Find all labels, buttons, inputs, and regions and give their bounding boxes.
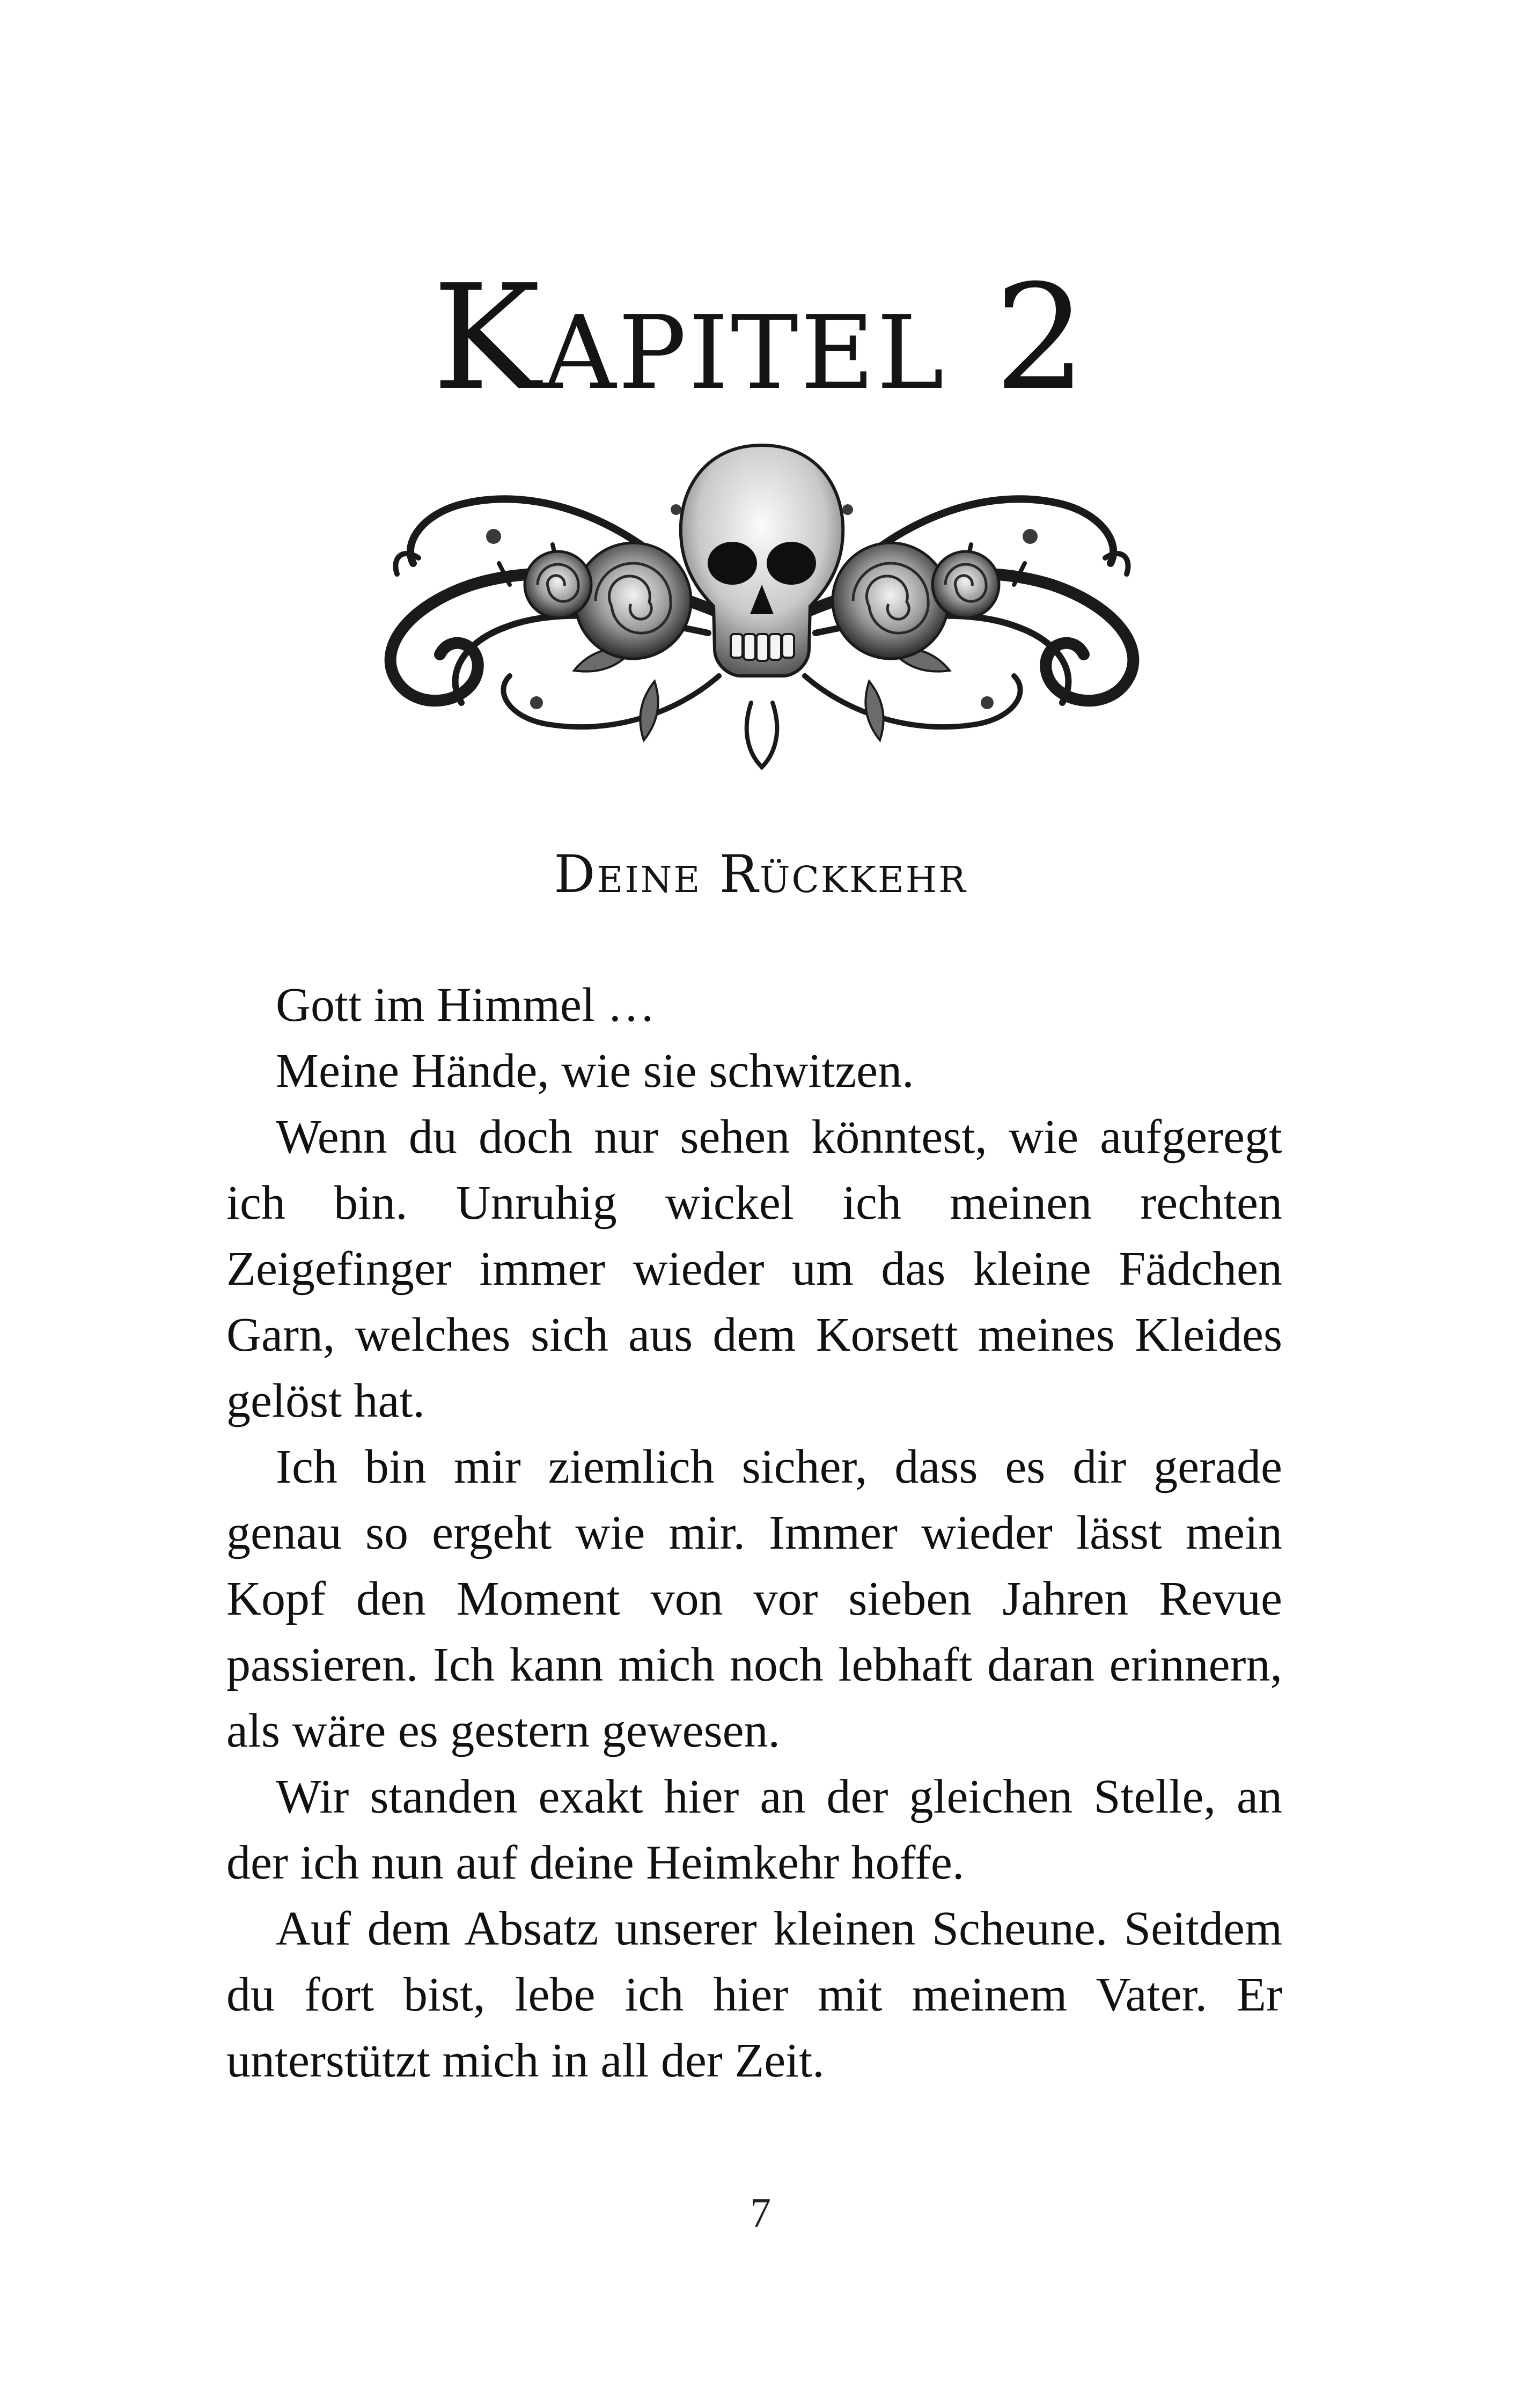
page-number: 7 — [750, 2189, 771, 2236]
paragraph: Auf dem Absatz unserer kleinen Scheune. Seitdem du fort bist, lebe ich hier mit meinem Vater. Er unterstützt mich in all der Zeit. — [226, 1902, 1282, 2087]
paragraph: Wir standen exakt hier an der gleichen Stelle, an der ich nun auf deine Heimkehr hoffe. — [226, 1770, 1282, 1889]
paragraph: Gott im Himmel … — [276, 978, 656, 1032]
chapter-title: Kapitel 2 — [432, 253, 1089, 422]
paragraph: Meine Hände, wie sie schwitzen. — [276, 1044, 914, 1098]
section-title: Deine Rückkehr — [554, 844, 967, 904]
paragraph: Wenn du doch nur sehen könntest, wie aufgeregt ich bin. Unruhig wickel ich meinen rechten Zeigefinger immer wieder um das kleine Fädchen Garn, welches sich aus dem Korsett meines Kleides gelöst hat. — [226, 1110, 1282, 1427]
skull-roses-ornament-icon — [333, 424, 1191, 778]
paragraph: Ich bin mir ziemlich sicher, dass es dir gerade genau so ergeht wie mir. Immer wieder lässt mein Kopf den Moment von vor sieben Jahren Revue passieren. Ich kann mich noch lebhaft daran erinnern, als wäre es gestern gewesen. — [226, 1440, 1282, 1757]
body-text — [226, 972, 1282, 2094]
